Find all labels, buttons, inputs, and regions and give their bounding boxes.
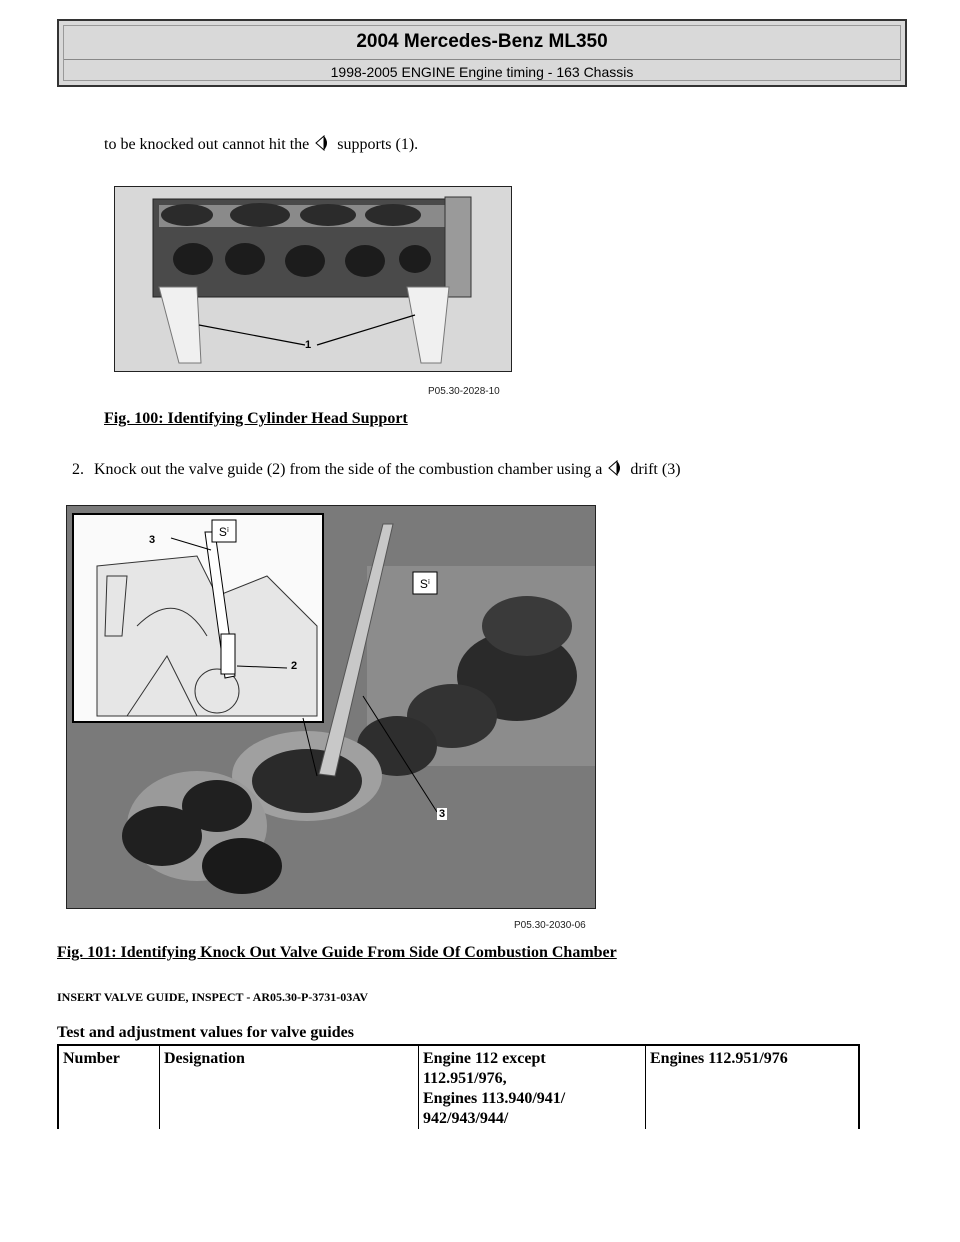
special-tool-icon (315, 135, 331, 151)
step-2-number: 2. (72, 461, 84, 478)
column-header-number: Number (58, 1045, 160, 1129)
cylinder-head-support-image (114, 186, 512, 372)
document-subtitle: 1998-2005 ENGINE Engine timing - 163 Chassis (330, 64, 634, 80)
header-line: 112.951/976, (423, 1070, 507, 1087)
intro-line (104, 135, 418, 154)
svg-text:Sⁱ: Sⁱ (419, 577, 431, 591)
svg-text:Sⁱ: Sⁱ (218, 525, 230, 539)
figure-100-code: P05.30-2028-10 (428, 386, 500, 397)
document-title: 2004 Mercedes-Benz ML350 (356, 31, 608, 52)
figure-100-caption: Fig. 100: Identifying Cylinder Head Support (104, 410, 408, 427)
header-divider (64, 59, 900, 60)
callout-1: 1 (305, 339, 312, 351)
callout-3: 3 (439, 808, 446, 820)
callout-2: 2 (291, 660, 298, 672)
valve-guide-values-table (57, 1044, 860, 1129)
column-header-engine-112 (419, 1045, 646, 1129)
header-line: Engine 112 except (423, 1050, 546, 1067)
header-line: Engines 113.940/941/ (423, 1090, 566, 1107)
cylinder-head-drawing (115, 187, 511, 371)
callout-3-inset: 3 (149, 534, 156, 546)
step-2-text-start: Knock out the valve guide (2) from the side of the combustion chamber using a (94, 461, 603, 478)
column-header-engines-112-951: Engines 112.951/976 (646, 1045, 860, 1129)
intro-text-start: to be knocked out cannot hit the (104, 136, 310, 153)
valve-guide-drawing (67, 506, 595, 908)
special-tool-icon (608, 460, 624, 476)
valve-guide-knock-out-image (66, 505, 596, 909)
table-title: Test and adjustment values for valve guides (57, 1024, 354, 1041)
header-line: 942/943/944/ (423, 1110, 509, 1127)
intro-text-end: supports (1). (337, 136, 419, 153)
figure-101-caption: Fig. 101: Identifying Knock Out Valve Guide From Side Of Combustion Chamber (57, 944, 617, 961)
step-2 (72, 460, 681, 479)
column-header-designation: Designation (160, 1045, 419, 1129)
figure-101-code: P05.30-2030-06 (514, 920, 586, 931)
step-2-text-end: drift (3) (630, 461, 681, 478)
table-header-row (58, 1045, 859, 1129)
page-header-inner (63, 25, 901, 81)
section-heading: INSERT VALVE GUIDE, INSPECT - AR05.30-P-3731-03AV (57, 990, 369, 1004)
page-header (57, 19, 907, 87)
